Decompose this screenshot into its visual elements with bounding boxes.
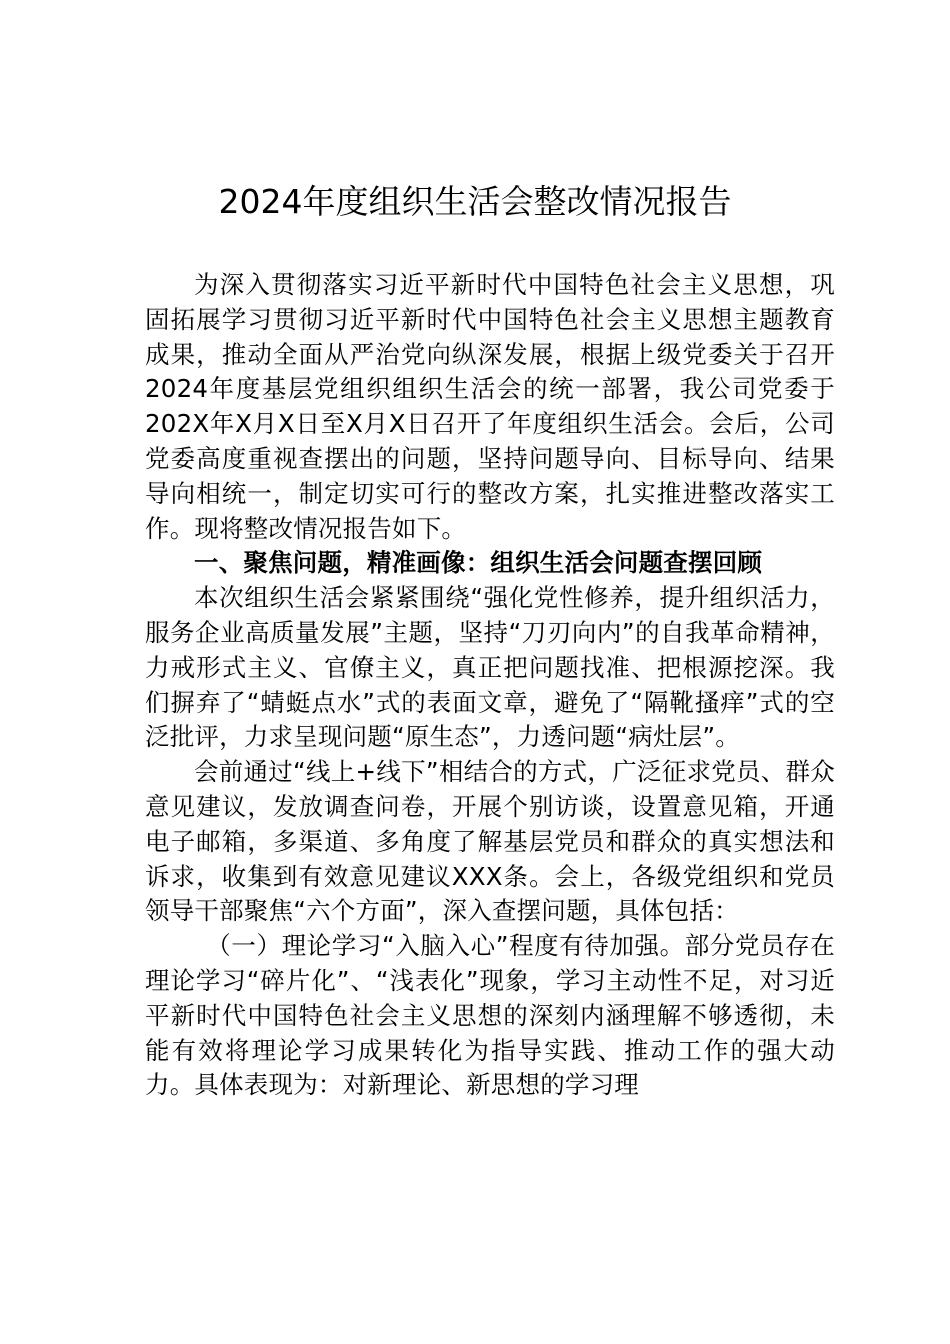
intro-paragraph: 为深入贯彻落实习近平新时代中国特色社会主义思想，巩固拓展学习贯彻习近平新时代中国特色社会主义思想主题教育成果，推动全面从严治党向纵深发展，根据上级党委关于召开2024年度基层党组织组织生活会的统一部署，我公司党委于202X年X月X日至X月X日召开了年度组织生活会。会后，公司党委高度重视查摆出的问题，坚持问题导向、目标导向、结果导向相统一，制定切实可行的整改方案，扎实推进整改落实工作。现将整改情况报告如下。	[145, 270, 835, 543]
body-paragraph: 会前通过“线上+线下”相结合的方式，广泛征求党员、群众意见建议，发放调查问卷，开展个别访谈，设置意见箱，开通电子邮箱，多渠道、多角度了解基层党员和群众的真实想法和诉求，收集到有效意见建议XXX条。会上，各级党组织和党员领导干部聚焦“六个方面”，深入查摆问题，具体包括：	[145, 757, 835, 926]
body-paragraph: 本次组织生活会紧紧围绕“强化党性修养，提升组织活力，服务企业高质量发展”主题，坚持“刀刃向内”的自我革命精神，力戒形式主义、官僚主义，真正把问题找准、把根源挖深。我们摒弃了“蜻蜓点水”式的表面文章，避免了“隔靴搔痒”式的空泛批评，力求呈现问题“原生态”，力透问题“病灶层”。	[145, 583, 835, 752]
section-heading: 一、聚焦问题，精准画像：组织生活会问题查摆回顾	[194, 548, 763, 578]
subsection-paragraph: （一）理论学习“入脑入心”程度有待加强。部分党员存在理论学习“碎片化”、“浅表化”现象，学习主动性不足，对习近平新时代中国特色社会主义思想的深刻内涵理解不够透彻，未能有效将理论学习成果转化为指导实践、推动工作的强大动力。具体表现为：对新理论、新思想的学习理	[145, 931, 835, 1100]
document-title: 2024年度组织生活会整改情况报告	[218, 182, 732, 221]
document-body	[145, 268, 835, 1103]
